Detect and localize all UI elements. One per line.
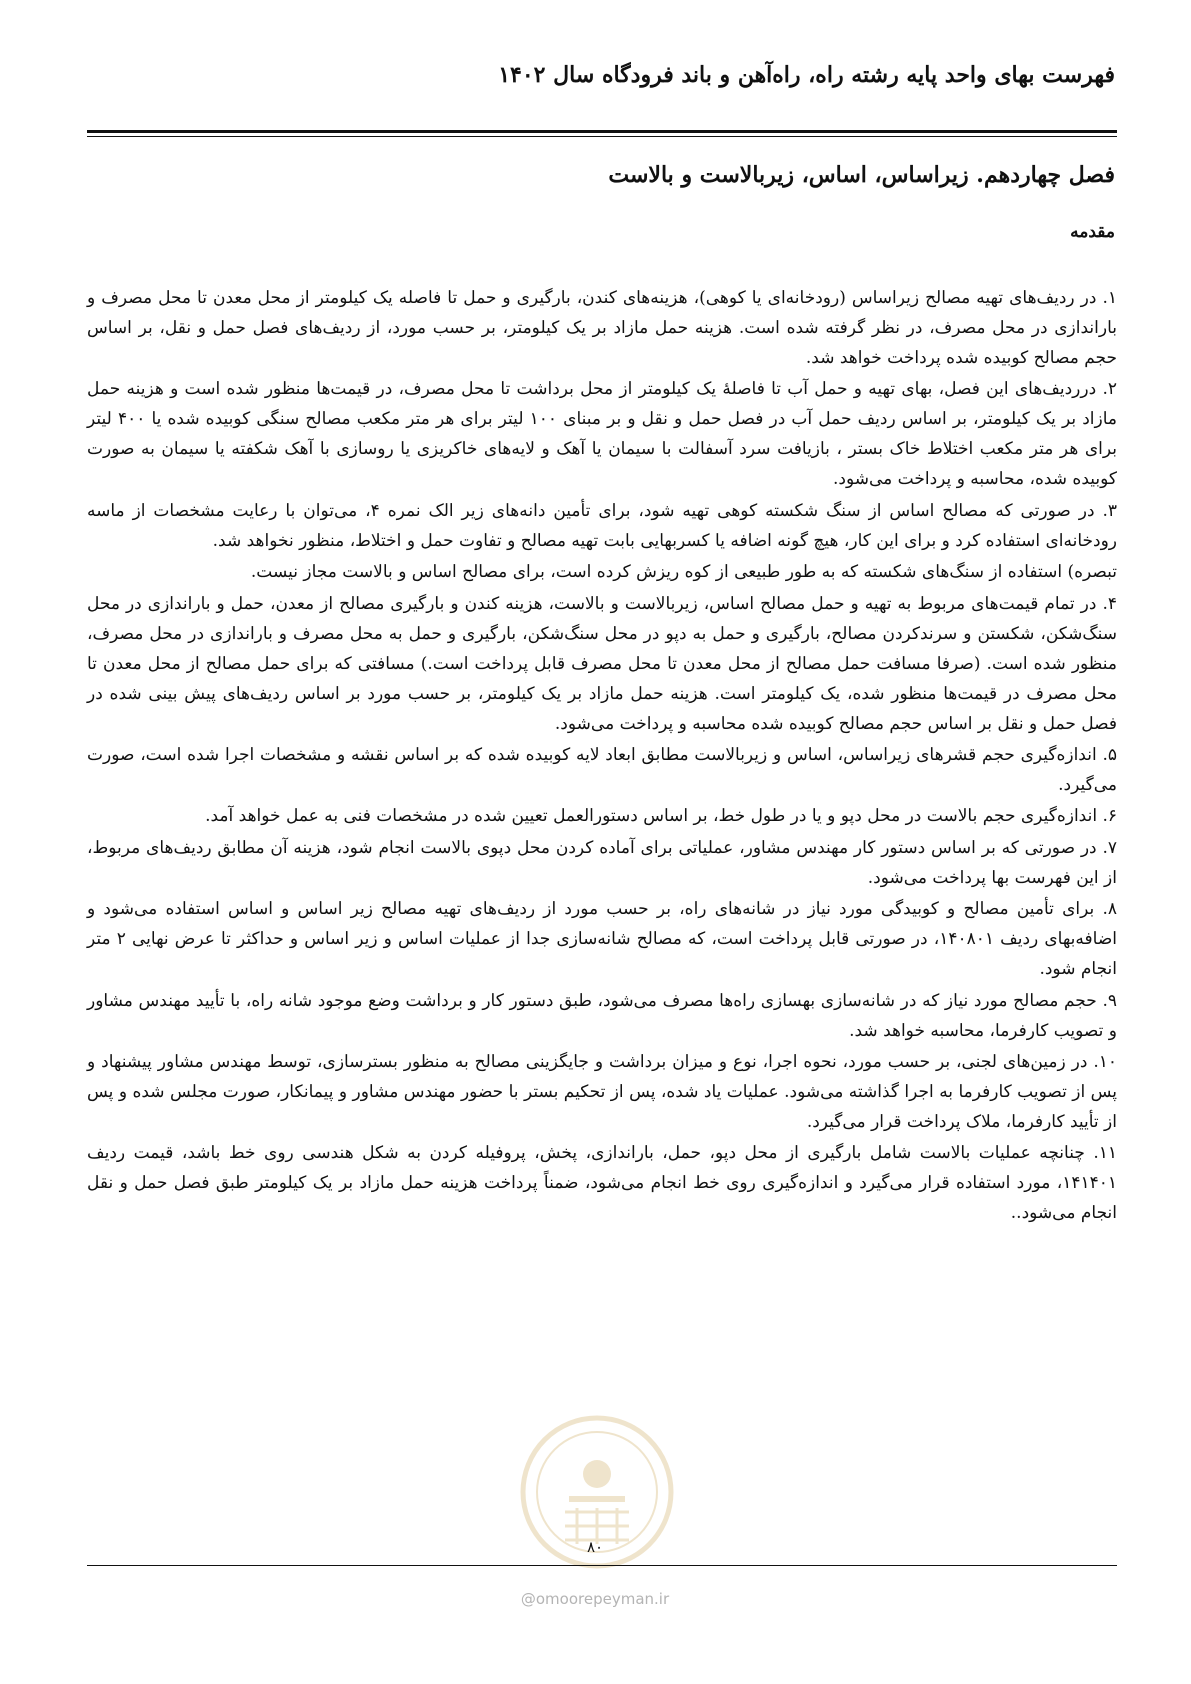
section-title: مقدمه	[1070, 222, 1115, 242]
header-divider-thin	[87, 136, 1117, 137]
header-divider-thick	[87, 130, 1117, 133]
watermark-text: @omoorepeyman.ir	[520, 1590, 670, 1608]
paragraph-8: ۸. برای تأمین مصالح و کوبیدگی مورد نیاز در شانه‌های راه، بر حسب مورد از ردیف‌های تهیه مصالح زیر اساس و اساس استفاده می‌شود و اضافه‌بهای ردیف ۱۴۰۸۰۱، در صورتی قابل پرداخت است، که مصالح شانه‌سازی جدا از عملیات اساس و زیر اساس و حداکثر تا عرض نهایی ۲ متر انجام شود.	[87, 899, 1117, 980]
paragraph-9: ۹. حجم مصالح مورد نیاز که در شانه‌سازی بهسازی راه‌ها مصرف می‌شود، طبق دستور کار و برداشت وضع موجود شانه راه، با تأیید مهندس مشاور و تصویب کارفرما، محاسبه خواهد شد.	[87, 990, 1117, 1041]
paragraph-2: ۲. درردیف‌های این فصل، بهای تهیه و حمل آب تا فاصلهٔ یک کیلومتر از محل برداشت تا محل مصرف، در قیمت‌ها منظور شده است و هزینه حمل مازاد بر یک کیلومتر، بر اساس ردیف حمل آب در فصل حمل و نقل و بر مبنای ۱۰۰ لیتر برای هر متر مکعب مصالح سنگی کوبیده شده یا ۴۰۰ لیتر برای هر متر مکعب اختلاط خاک بستر ، بازیافت سرد آسفالت با سیمان یا آهک و لایه‌های خاکریزی یا روسازی با آهک شکفته یا سیمان به صورت کوبیده شده، محاسبه و پرداخت می‌شود.	[87, 379, 1117, 490]
paragraph-6: ۶. اندازه‌گیری حجم بالاست در محل دپو و یا در طول خط، بر اساس دستورالعمل تعیین شده در مشخصات فنی به عمل خواهد آمد.	[205, 806, 1117, 827]
page-header	[85, 58, 1115, 92]
header-price-list-line: فهرست بهای واحد پایه رشته راه، راه‌آهن و باند فرودگاه سال ۱۴۰۲	[498, 62, 1115, 88]
page-number: ۸۰	[586, 1538, 604, 1556]
paragraph-5: ۵. اندازه‌گیری حجم قشرهای زیراساس، اساس و زیربالاست مطابق ابعاد لایه کوبیده شده که بر اساس نقشه و مشخصات اجرا شده است، صورت می‌گیرد.	[87, 744, 1117, 795]
paragraph-4: ۴. در تمام قیمت‌های مربوط به تهیه و حمل مصالح اساس، زیربالاست و بالاست، هزینه کندن و بارگیری مصالح از معدن، حمل و باراندازی در محل سنگ‌شکن، شکستن و سرندکردن مصالح، بارگیری و حمل به دپو در محل سنگ‌شکن، بارگیری و حمل به محل مصرف و باراندازی در محل مصرف، منظور شده است. (صرفا مسافت حمل مصالح از محل معدن تا محل مصرف قابل پرداخت است.) مسافتی که برای حمل مصالح از محل معدن تا محل مصرف در قیمت‌ها منظور شده، یک کیلومتر است. هزینه حمل مازاد بر یک کیلومتر، بر حسب مورد بر اساس ردیف‌های پیش بینی شده در فصل حمل و نقل بر اساس حجم مصالح کوبیده شده محاسبه و پرداخت می‌شود.	[87, 593, 1117, 734]
paragraph-11: ۱۱. چنانچه عملیات بالاست شامل بارگیری از محل دپو، حمل، باراندازی، پخش، پروفیله کردن به شکل هندسی روی خط باشد، قیمت ردیف ۱۴۱۴۰۱، مورد استفاده قرار می‌گیرد و اندازه‌گیری روی خط انجام می‌شود، ضمناً پرداخت هزینه حمل مازاد بر یک کیلومتر طبق فصل حمل و نقل انجام می‌شود..	[87, 1143, 1117, 1224]
footer-divider	[87, 1565, 1117, 1566]
body-text	[87, 283, 1117, 1230]
paragraph-3: ۳. در صورتی که مصالح اساس از سنگ شکسته کوهی تهیه شود، برای تأمین دانه‌های زیر الک نمره ۴، می‌توان با رعایت مشخصات از ماسه رودخانه‌ای استفاده کرد و برای این کار، هیچ گونه اضافه یا کسربهایی بابت تهیه مصالح و تفاوت حمل و اختلاط، منظور نخواهد شد.	[87, 500, 1118, 551]
paragraph-3-note: تبصره) استفاده از سنگ‌های شکسته که به طور طبیعی از کوه ریزش کرده است، برای مصالح اساس و بالاست مجاز نیست.	[250, 562, 1117, 583]
chapter-title: فصل چهاردهم. زیراساس، اساس، زیربالاست و بالاست	[608, 162, 1115, 188]
paragraph-1: ۱. در ردیف‌های تهیه مصالح زیراساس (رودخانه‌ای یا کوهی)، هزینه‌های کندن، بارگیری و حمل تا فاصله یک کیلومتر از محل معدن تا محل مصرف و باراندازی در محل مصرف، در نظر گرفته شده است. هزینه حمل مازاد بر یک کیلومتر، بر حسب مورد، از ردیف‌های فصل حمل و نقل، بر اساس حجم مصالح کوبیده شده پرداخت خواهد شد.	[87, 288, 1117, 368]
paragraph-7: ۷. در صورتی که بر اساس دستور کار مهندس مشاور، عملیاتی برای آماده کردن محل دپوی بالاست انجام شود، هزینه آن مطابق ردیف‌های مربوط، از این فهرست بها پرداخت می‌شود.	[87, 837, 1117, 888]
paragraph-10: ۱۰. در زمین‌های لجنی، بر حسب مورد، نحوه اجرا، نوع و میزان برداشت و جایگزینی مصالح به منظور بسترسازی، توسط مهندس مشاور پیشنهاد و پس از تصویب کارفرما به اجرا گذاشته می‌شود. عملیات یاد شده، پس از تحکیم بستر با حضور مهندس مشاور و پیمانکار، صورت مجلس شده و پس از تأیید کارفرما، ملاک پرداخت قرار می‌گیرد.	[87, 1051, 1117, 1132]
